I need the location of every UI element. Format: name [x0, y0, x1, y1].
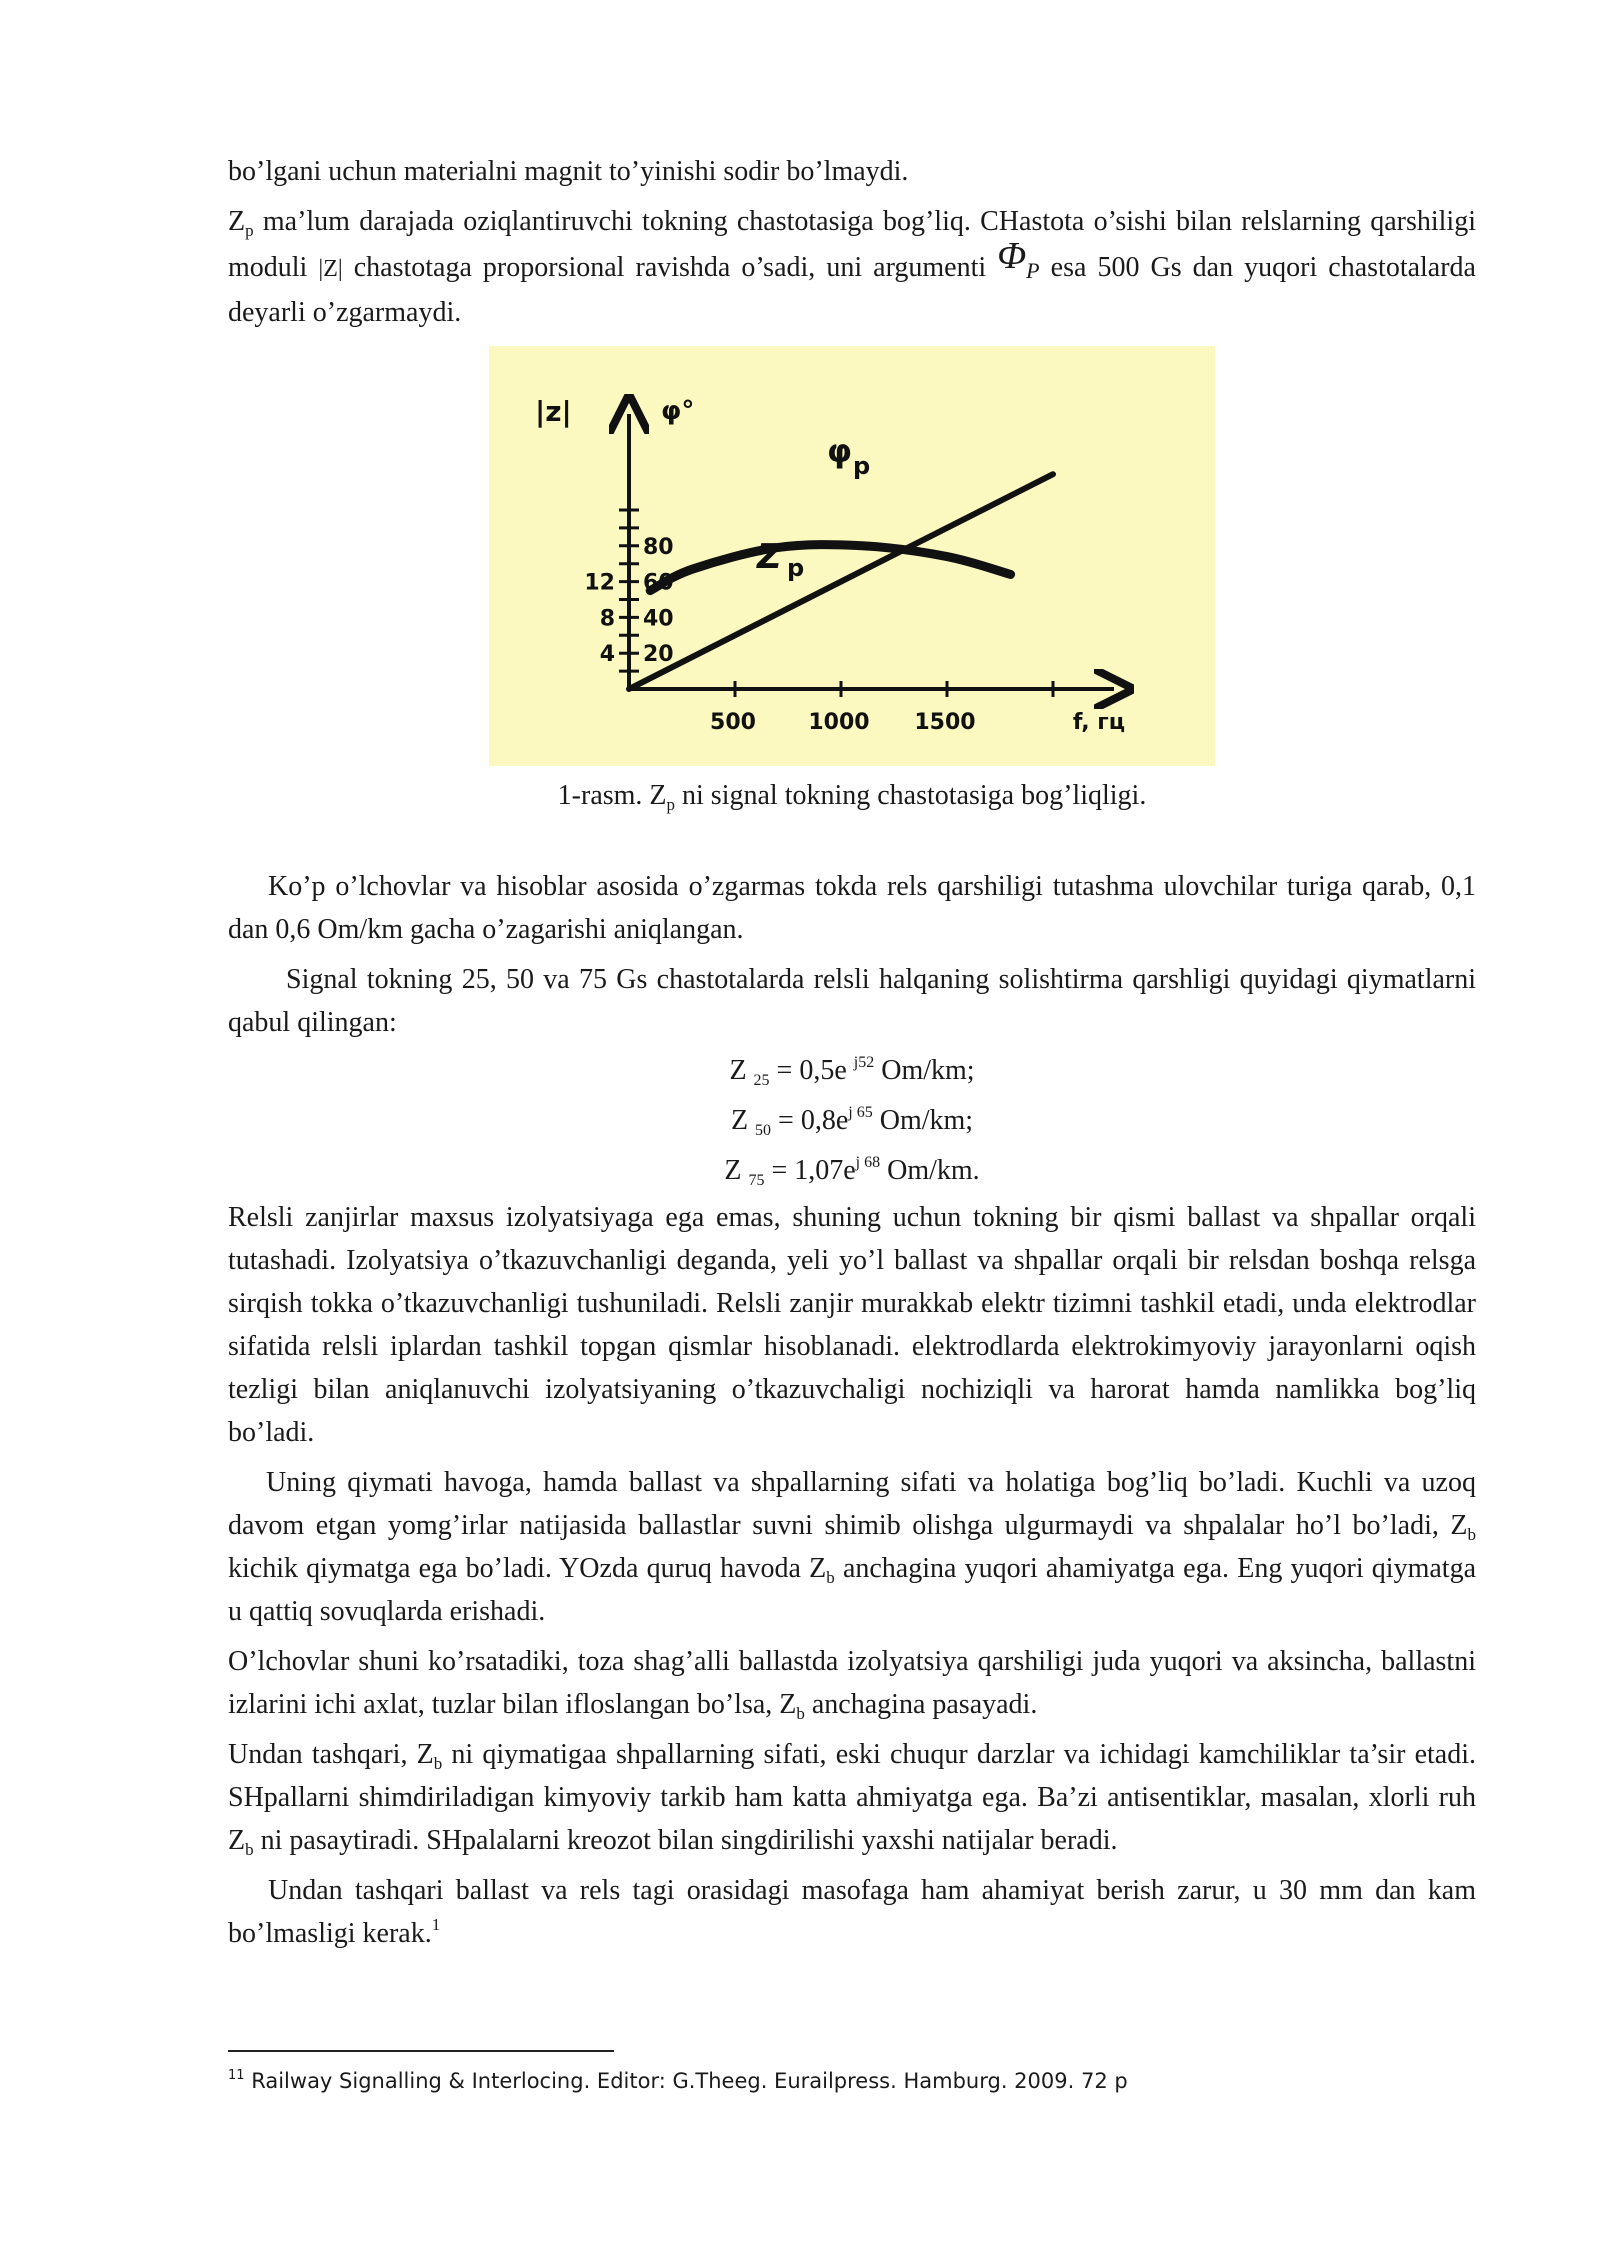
formula-z50: Z $_{50} = 0,8e^{j 65}$ Om/km;	[730, 1104, 974, 1139]
paragraph-7: O’lchovlar shuni ko’rsatadiki, toza shag’alli ballastda izolyatsiya qarshiligi juda yuqori va aksincha, ballastni izlarini ichi axlat, tuzlar bilan ifloslangan bo’lsa, $Z_b$ anchagina pasayadi.	[228, 1646, 1476, 1723]
y-left-tick-label: 12	[584, 570, 615, 596]
x-axis-label: f, гц	[1072, 710, 1126, 735]
formula-z25: Z $_{25}$ = 0,5e $^{j52}$ Om/km;	[729, 1054, 975, 1089]
series-zp-label-sub: p	[787, 554, 805, 582]
z-symbol: Z	[228, 206, 246, 237]
y-right-tick-label: 40	[643, 606, 674, 632]
z-sub: p	[245, 221, 254, 240]
y-right-axis-label: φ°	[661, 396, 695, 426]
series-phip-label-sub: p	[853, 452, 871, 480]
paragraph-9: Undan tashqari ballast va rels tagi orasidagi masofaga ham ahamiyat berish zarur, u 30 mm dan kam bo’lmasligi kerak.$^1$	[228, 1875, 1476, 1949]
y-left-tick-label: 4	[599, 642, 615, 668]
figure-chart	[489, 346, 1215, 766]
figure-caption	[228, 774, 1476, 817]
paragraph-4: Signal tokning 25, 50 va 75 Gs chastotalarda relsli halqaning solishtirma qarshligi quyidagi qiymatlarni qabul qilingan:	[228, 964, 1476, 1038]
footnote-number: 11	[228, 2068, 245, 2083]
paragraph-2-text-1: ma’lum darajada oziqlantiruvchi tokning chastotasiga bog’liq. CHastota o’sishi bilan relslarning qarshiligi moduli	[228, 206, 1476, 283]
y-left-tick-label: 8	[599, 606, 615, 632]
footnote-text: Railway Signalling & Interlocing. Editor: G.Theeg. Eurailpress. Hamburg. 2009. 72 p	[244, 2069, 1128, 2093]
series-zp-line	[629, 474, 1053, 689]
phi-sub: P	[1026, 258, 1040, 283]
chart-svg	[489, 346, 1215, 766]
series-zp-label: Z	[757, 537, 782, 577]
series-phip-label: φ	[827, 432, 853, 470]
paragraph-5: Relsli zanjirlar maxsus izolyatsiyaga ega emas, shuning uchun tokning bir qismi ballast va shpallar orqali tutashadi. Izolyatsiya o’tkazuvchanligi deganda, yeli yo’l ballast va shpallar orqali bir relsdan boshqa relsga sirqish tokka o’tkazuvchanligi tushuniladi. Relsli zanjir murakkab elektr tizimni tashkil etadi, unda elektrodlar sifatida relsli iplardan tashkil topgan qismlar hisoblanadi. elektrodlarda elektrokimyoviy jarayonlarni oqish tezligi bilan aniqlanuvchi izolyatsiyaning o’tkazuvchaligi nochiziqli va harorat hamda namlikka bog’liq bo’ladi.	[228, 1202, 1476, 1448]
series-group	[629, 474, 1053, 689]
paragraph-2	[228, 200, 1476, 334]
phi-symbol: Φ	[997, 235, 1027, 277]
y-right-tick-label: 60	[643, 570, 674, 596]
paragraph-6: Uning qiymati havoga, hamda ballast va shpallarning sifati va holatiga bog’liq bo’ladi. Kuchli va uzoq davom etgan yomg’irlar natijasida ballastlar suvni shimib olishga ulgurmaydi va shpalalar ho’l bo’ladi, $Z_b$ kichik qiymatga ega bo’ladi. YOzda quruq havoda $Z_b$ anchagina yuqori ahamiyatga ega. Eng yuqori qiymatga u qattiq sovuqlarda erishadi.	[228, 1467, 1477, 1627]
caption-sub: p	[666, 795, 676, 814]
paragraph-1: bo’lgani uchun materialni magnit to’yinishi sodir bo’lmaydi.	[228, 156, 909, 187]
footnote-ref[interactable]: 1	[431, 1915, 441, 1934]
y-right-tick-label: 20	[643, 642, 674, 668]
z-modulus: |Z|	[318, 256, 343, 282]
x-tick-label: 500	[710, 710, 756, 735]
footnote-rule	[228, 2050, 614, 2052]
paragraph-2-text-3: esa 500 Gs dan yuqori chastotalarda deyarli o’zgarmaydi.	[228, 252, 1476, 328]
paragraph-8: Undan tashqari, $Z_b$ ni qiymatigaa shpallarning sifati, eski chuqur darzlar va ichidagi kamchiliklar ta’sir etadi. SHpallarni shimdiriladigan kimyoviy tarkib ham katta ahmiyatga ega. Ba’zi antisentiklar, masalan, xlorli ruh $Z_b$ ni pasaytiradi. SHpalalarni kreozot bilan singdirilishi yaxshi natijalar beradi.	[228, 1739, 1477, 1859]
formula-z75: Z $_{75} = 1,07e^{j 68}$ Om/km.	[724, 1154, 980, 1189]
paragraph-3: Ko’p o’lchovlar va hisoblar asosida o’zgarmas tokda rels qarshiligi tutashma ulovchilar turiga qarab, 0,1 dan 0,6 Om/km gacha o’zagarishi aniqlangan.	[228, 871, 1476, 945]
y-left-axis-label: |z|	[535, 395, 572, 428]
x-tick-label: 1000	[808, 710, 870, 735]
caption-post: ni signal tokning chastotasiga bog’liqligi.	[675, 780, 1147, 811]
y-right-tick-label: 80	[643, 534, 674, 560]
x-tick-label: 1500	[914, 710, 976, 735]
paragraph-2-text-2: chastotaga proporsional ravishda o’sadi, uni argumenti	[342, 252, 998, 283]
caption-pre: 1-rasm. Z	[557, 780, 667, 811]
formula-block	[228, 1046, 1476, 1196]
tick-marks	[619, 510, 1053, 697]
page-body	[228, 150, 1476, 1955]
footnote	[228, 2066, 1128, 2096]
